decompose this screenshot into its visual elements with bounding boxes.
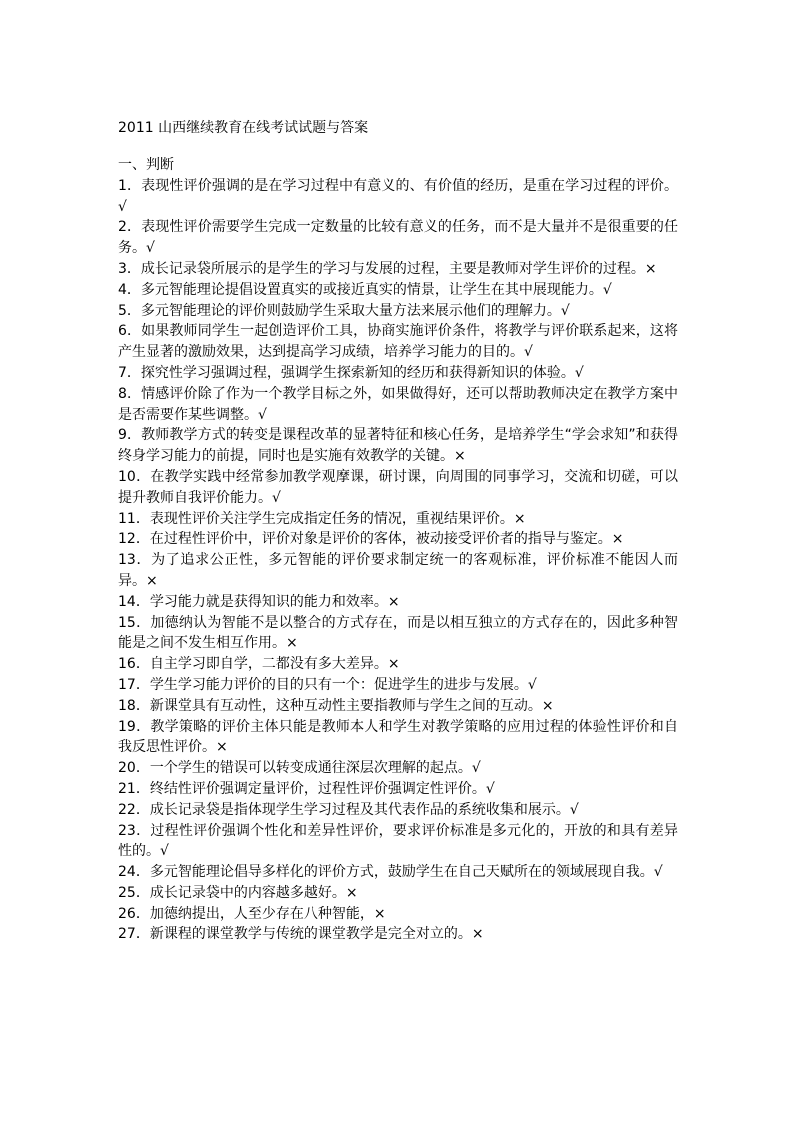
question-item: 13．为了追求公正性，多元智能的评价要求制定统一的客观标准，评价标准不能因人而异。× <box>118 552 678 589</box>
question-item: 11．表现性评价关注学生完成指定任务的情况，重视结果评价。× <box>118 510 526 527</box>
question-item: 18．新课堂具有互动性，这种互动性主要指教师与学生之间的互动。× <box>118 697 554 714</box>
question-item: 1．表现性评价强调的是在学习过程中有意义的、有价值的经历，是重在学习过程的评价。√ <box>118 177 678 215</box>
question-item: 8．情感评价除了作为一个教学目标之外，如果做得好，还可以帮助教师决定在教学方案中是否需要作某些调整。√ <box>118 385 678 423</box>
question-item: 23．过程性评价强调个性化和差异性评价，要求评价标准是多元化的，开放的和具有差异性的。√ <box>118 822 678 860</box>
question-list <box>118 176 678 945</box>
question-item: 21．终结性评价强调定量评价，过程性评价强调定性评价。√ <box>118 780 495 797</box>
document-page <box>118 118 678 945</box>
question-item: 20．一个学生的错误可以转变成通往深层次理解的起点。√ <box>118 760 481 777</box>
question-item: 4．多元智能理论提倡设置真实的或接近真实的情景，让学生在其中展现能力。√ <box>118 281 612 298</box>
question-item: 12．在过程性评价中，评价对象是评价的客体，被动接受评价者的指导与鉴定。× <box>118 531 624 548</box>
question-item: 15．加德纳认为智能不是以整合的方式存在，而是以相互独立的方式存在的，因此多种智能是之间不发生相互作用。× <box>118 614 678 652</box>
question-item: 27．新课程的课堂教学与传统的课堂教学是完全对立的。× <box>118 926 484 943</box>
question-item: 14．学习能力就是获得知识的能力和效率。× <box>118 593 400 610</box>
question-item: 26．加德纳提出，人至少存在八种智能，× <box>118 905 386 922</box>
question-item: 10．在教学实践中经常参加教学观摩课，研讨课，向周围的同事学习，交流和切磋，可以提升教师自我评价能力。√ <box>118 468 678 506</box>
question-item: 6．如果教师同学生一起创造评价工具，协商实施评价条件，将教学与评价联系起来，这将产生显著的激励效果，达到提高学习成绩，培养学习能力的目的。√ <box>118 323 678 361</box>
question-item: 3．成长记录袋所展示的是学生的学习与发展的过程，主要是教师对学生评价的过程。× <box>118 260 657 277</box>
question-item: 16．自主学习即自学，二都没有多大差异。× <box>118 656 400 673</box>
question-item: 2．表现性评价需要学生完成一定数量的比较有意义的任务，而不是大量并不是很重要的任务。√ <box>118 219 678 257</box>
question-item: 17．学生学习能力评价的目的只有一个：促进学生的进步与发展。√ <box>118 676 537 693</box>
document-title: 2011 山西继续教育在线考试试题与答案 <box>118 120 369 136</box>
question-item: 25．成长记录袋中的内容越多越好。× <box>118 884 358 901</box>
question-item: 22．成长记录袋是指体现学生学习过程及其代表作品的系统收集和展示。√ <box>118 801 579 818</box>
section-heading: 一、判断 <box>118 157 174 173</box>
question-item: 24．多元智能理论倡导多样化的评价方式，鼓励学生在自己天赋所在的领域展现自我。√ <box>118 864 663 881</box>
question-item: 7．探究性学习强调过程，强调学生探索新知的经历和获得新知识的体验。√ <box>118 364 584 381</box>
question-item: 19．教学策略的评价主体只能是教师本人和学生对教学策略的应用过程的体验性评价和自我反思性评价。× <box>118 718 678 756</box>
question-item: 5．多元智能理论的评价则鼓励学生采取大量方法来展示他们的理解力。√ <box>118 302 570 319</box>
question-item: 9．教师教学方式的转变是课程改革的显著特征和核心任务，是培养学生“学会求知”和获得终身学习能力的前提，同时也是实施有效教学的关键。× <box>118 427 678 465</box>
